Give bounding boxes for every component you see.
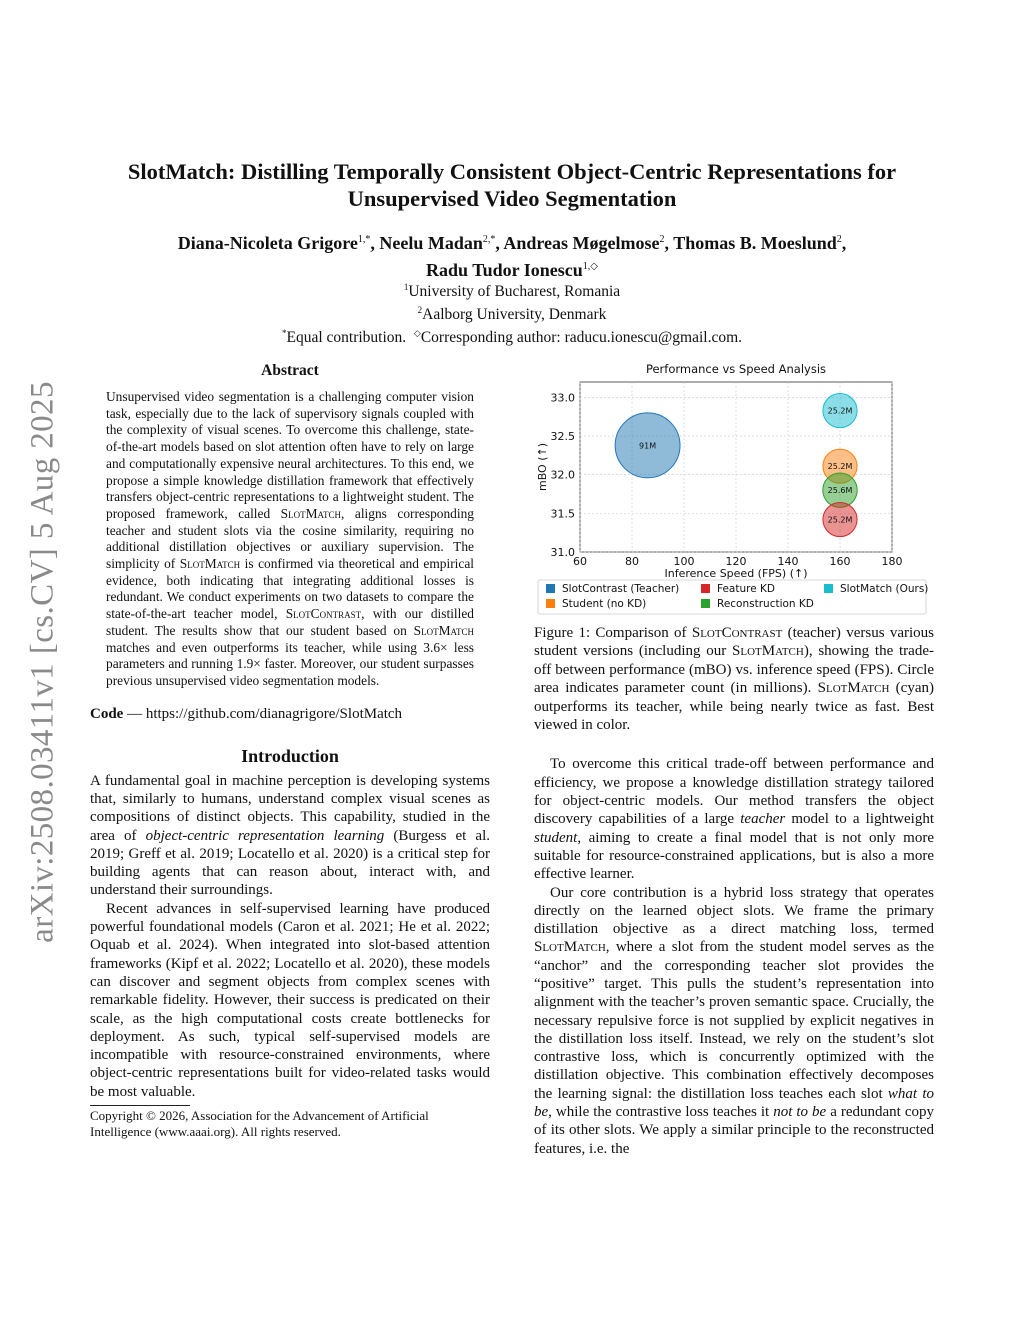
code-url-link[interactable]: https://github.com/dianagrigore/SlotMatch [145, 705, 403, 722]
x-tick-label: 120 [725, 555, 747, 568]
legend-swatch [701, 584, 710, 593]
footnote-divider [90, 1105, 190, 1106]
legend-swatch [824, 584, 833, 593]
x-tick-label: 180 [881, 555, 903, 568]
author: Andreas Møgelmose$^2$, [503, 233, 674, 253]
body-paragraph-1: To overcome this critical trade-off between performance and efficiency, we propose a knowledge distillation strategy tailored for object-centric models. Our method transfers the object discovery capabilities of a large teacher model to a lightweight student, aiming to create a final model that is not only more suitable for resource-constrained applications, but is also a more effective learner. [534, 756, 934, 883]
data-point-label: 25.2M [827, 462, 853, 472]
data-point-label: 91M [639, 441, 657, 451]
legend-label: SlotMatch (Ours) [840, 583, 929, 595]
author: Neelu Madan$^{2,*}$, [379, 233, 504, 253]
arxiv-watermark [16, 372, 70, 952]
legend-label: Student (no KD) [562, 598, 647, 610]
figure-1-caption: Figure 1: Comparison of SlotContrast (teacher) versus various student versions (including our SlotMatch), showing the trade-off between performance (mBO) vs. inference speed (FPS). Circle area indicates parameter count (in millions). SlotMatch (cyan) outperforms its teacher, while being nearly twice as fast. Best viewed in color. [534, 625, 934, 734]
code-link-line: Code — https://github.com/dianagrigore/SlotMatch [90, 705, 403, 722]
title-line-2: Unsupervised Video Segmentation [347, 186, 677, 211]
right-body-text [534, 755, 934, 1158]
left-column [90, 362, 490, 1140]
data-point-label: 25.2M [827, 406, 853, 416]
x-axis-label: Inference Speed (FPS) (↑) [664, 567, 808, 580]
affiliations [90, 278, 934, 347]
author: Radu Tudor Ionescu$^{1,◇}$ [426, 260, 598, 280]
author: Diana-Nicoleta Grigore$^{1,*}$, [177, 233, 380, 253]
legend-label: Reconstruction KD [717, 598, 814, 610]
y-tick-label: 32.0 [550, 468, 575, 482]
abstract-text: Unsupervised video segmentation is a challenging computer vision task, especially due to the lack of supervisory signals coupled with the complexity of visual scenes. To overcome this challenge, state-of-the-art models based on slot attention often have to rely on large and computationally expensive neural architectures. To this end, we propose a simple knowledge distillation framework that effectively transfers object-centric representations to a lightweight student. The proposed framework, called SlotMatch, aligns corresponding teacher and student slots via the cosine similarity, requiring no additional distillation objectives or auxiliary supervision. The simplicity of SlotMatch is confirmed via theoretical and empirical evidence, both indicating that integrating additional losses is redundant. We conduct experiments on two datasets to compare the state-of-the-art teacher model, SlotContrast, with our distilled student. The results show that our student based on SlotMatch matches and even outperforms its teacher, while using 3.6× less parameters and running 1.9× faster. Moreover, our student surpasses previous unsupervised video segmentation models. [106, 389, 474, 688]
y-tick-label: 33.0 [550, 391, 575, 405]
affiliation-1: $^1$University of Bucharest, Romania [403, 282, 621, 301]
arxiv-id: arXiv:2508.03411v1 [cs.CV] 5 Aug 2025 [24, 381, 61, 943]
copyright-footnote: Copyright © 2026, Association for the Advancement of Artificial Intelligence (www.aaai.org). All rights reserved. [90, 1108, 429, 1139]
y-tick-label: 32.5 [550, 430, 575, 444]
affiliation-2: $^2$Aalborg University, Denmark [417, 305, 607, 324]
legend-swatch [546, 584, 555, 593]
right-column [534, 360, 934, 1158]
x-tick-label: 160 [829, 555, 851, 568]
legend-label: Feature KD [717, 583, 775, 595]
x-tick-label: 100 [673, 555, 695, 568]
data-point-label: 25.6M [827, 486, 853, 496]
introduction-heading: Introduction [241, 745, 339, 766]
x-tick-label: 140 [777, 555, 799, 568]
author-notes: *Equal contribution. ◇Corresponding author: raducu.ionescu@gmail.com. [281, 328, 743, 347]
y-tick-label: 31.0 [550, 546, 575, 559]
intro-paragraph-1: A fundamental goal in machine perception is developing systems that, similarly to humans, understand complex visual scenes as compositions of distinct objects. This capability, studied in the area of object-centric representation learning (Burgess et al. 2019; Greff et al. 2019; Locatello et al. 2020) is a critical step for building agents that can reason about, interact with, and understand their surroundings. [90, 772, 490, 899]
data-point-label: 25.2M [827, 515, 853, 525]
chart-title: Performance vs Speed Analysis [645, 362, 827, 376]
legend-swatch [701, 599, 710, 608]
paper-title [90, 158, 934, 212]
author: Thomas B. Moeslund$^2$, [673, 233, 847, 253]
title-line-1: SlotMatch: Distilling Temporally Consistent Object-Centric Representations for [127, 159, 897, 184]
y-tick-label: 31.5 [550, 507, 575, 521]
intro-paragraph-2: Recent advances in self-supervised learning have produced powerful foundational models (Caron et al. 2021; He et al. 2022; Oquab et al. 2024). When integrated into slot-based attention frameworks (Kipf et al. 2022; Locatello et al. 2020), these models can discover and segment objects from complex scenes with remarkable fidelity. However, their success is predicated on their scale, as the high computational costs create bottlenecks for deployment. As such, typical self-supervised models are incompatible with resource-constrained environments, where object-centric representations built for video-related tasks would be most valuable. [90, 900, 490, 1100]
legend-swatch [546, 599, 555, 608]
code-label: Code [90, 705, 124, 722]
x-tick-label: 60 [573, 555, 587, 568]
author-list [90, 228, 934, 282]
body-paragraph-2: Our core contribution is a hybrid loss strategy that operates directly on the learned object slots. We frame the primary distillation objective as a direct matching loss, termed SlotMatch, where a slot from the student model serves as the “anchor” and the corresponding teacher slot provides the “positive” target. This pulls the student’s representation into alignment with the teacher’s proven semantic space. Crucially, the necessary repulsive force is not supplied by explicit negatives in the distillation loss itself. Instead, we rely on the student’s slot contrastive loss, which is concurrently optimized with the distillation objective. This combination effectively decomposes the learning signal: the distillation loss teaches each slot what to be, while the contrastive loss teaches it not to be a redundant copy of its other slots. We apply a similar principle to the reconstructed features, i.e. the [534, 884, 934, 1157]
legend-label: SlotContrast (Teacher) [562, 583, 680, 595]
y-axis-label: mBO (↑) [536, 442, 549, 492]
abstract-heading: Abstract [261, 362, 319, 379]
performance-speed-chart [534, 360, 934, 618]
x-tick-label: 80 [625, 555, 639, 568]
